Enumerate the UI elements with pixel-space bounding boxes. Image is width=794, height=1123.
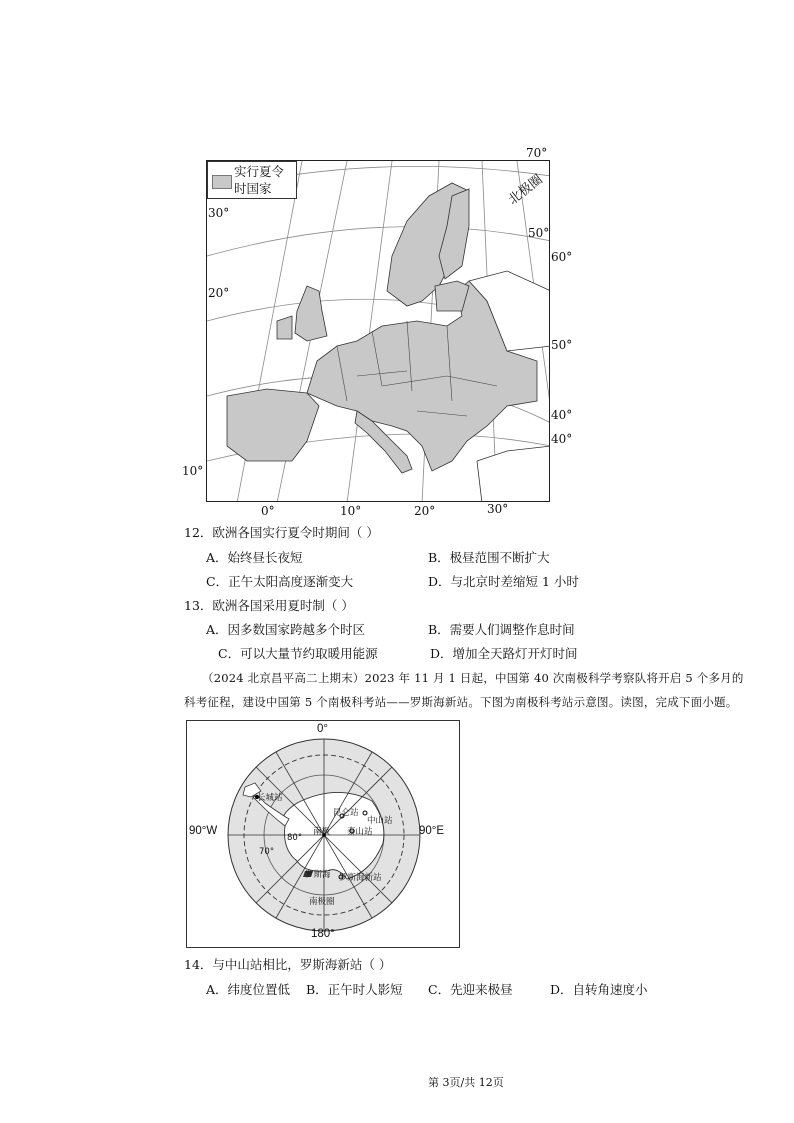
q14-option-c[interactable]: C．先迎来极昼: [428, 982, 513, 997]
q13-option-d[interactable]: D．增加全天路灯开灯时间: [430, 646, 578, 661]
legend-swatch: [212, 175, 232, 189]
label-lon20-left: 20°: [208, 286, 230, 300]
q12-option-c[interactable]: C．正午太阳高度逐渐变大: [206, 574, 354, 589]
question-14-stem: 14．与中山站相比，罗斯海新站（ ）: [184, 957, 392, 972]
q12-option-a[interactable]: A．始终昼长夜短: [206, 550, 303, 565]
label-lat40a: 40°: [551, 408, 573, 422]
label-lat60: 60°: [551, 250, 573, 264]
question-12-stem: 12．欧洲各国实行夏令时期间（ ）: [184, 525, 379, 540]
question-13-stem: 13．欧洲各国采用夏时制（ ）: [184, 598, 354, 613]
europe-dst-map: [206, 160, 550, 502]
map-label-90w: 90°W: [189, 825, 218, 837]
intro-line-1: （2024 北京昌平高二上期末）2023 年 11 月 1 日起，中国第 40 次南极科学考察队将开启 5 个多月的: [202, 671, 744, 685]
label-lat70: 70°: [259, 847, 275, 857]
label-taishan: 泰山站: [347, 827, 373, 837]
page-footer: 第 3页/共 12页: [428, 1076, 504, 1089]
label-bottom-0: 0°: [261, 504, 275, 518]
map-label-90e: 90°E: [419, 825, 445, 837]
q14-option-b[interactable]: B．正午时人影短: [306, 982, 403, 997]
map-legend: [207, 161, 297, 199]
label-bottom-30: 30°: [487, 502, 509, 516]
europe-map-graphic: [207, 161, 550, 502]
label-lat50-right: 50°: [528, 226, 550, 240]
label-bottom-20: 20°: [414, 504, 436, 518]
intro-line-2: 科考征程，建设中国第 5 个南极科考站——罗斯海新站。下图为南极科考站示意图。读图，完成下面小题。: [184, 695, 738, 709]
legend-line-1: 实行夏令: [234, 164, 285, 179]
label-kunlun: 昆仑站: [333, 808, 359, 818]
label-ross-station: 罗斯海新站: [339, 873, 382, 883]
map-label-180deg: 180°: [311, 928, 335, 940]
legend-line-2: 时国家: [234, 181, 272, 196]
label-bottom-10: 10°: [340, 504, 362, 518]
label-ross-sea: 罗斯海: [305, 870, 331, 880]
label-changcheng: 长城站: [257, 793, 283, 803]
label-zhongshan: 中山站: [367, 816, 393, 826]
q14-option-a[interactable]: A．纬度位置低: [206, 982, 291, 997]
q14-option-d[interactable]: D．自转角速度小: [550, 982, 648, 997]
label-lat70: 70°: [526, 146, 548, 160]
q12-option-b[interactable]: B．极昼范围不断扩大: [428, 550, 550, 565]
q12-option-d[interactable]: D．与北京时差缩短 1 小时: [428, 574, 579, 589]
label-lat80: 80°: [287, 833, 303, 843]
arctic-circle-label: 北极圈: [505, 172, 546, 208]
q13-option-b[interactable]: B．需要人们调整作息时间: [428, 622, 575, 637]
label-lat50: 50°: [551, 338, 573, 352]
q13-option-a[interactable]: A．因多数国家跨越多个时区: [206, 622, 366, 637]
antarctica-station-map: [186, 720, 460, 948]
label-antarctic-circle: 南极圈: [309, 897, 335, 907]
dst-countries: [227, 183, 537, 473]
label-lon30-left: 30°: [208, 206, 230, 220]
label-lat40b: 40°: [551, 432, 573, 446]
q13-option-c[interactable]: C．可以大量节约取暖用能源: [218, 646, 378, 661]
label-lon10-left: 10°: [182, 464, 204, 478]
legend-label: [234, 163, 284, 197]
map-label-0deg: 0°: [317, 723, 328, 735]
label-south-pole: 南极: [313, 827, 331, 837]
